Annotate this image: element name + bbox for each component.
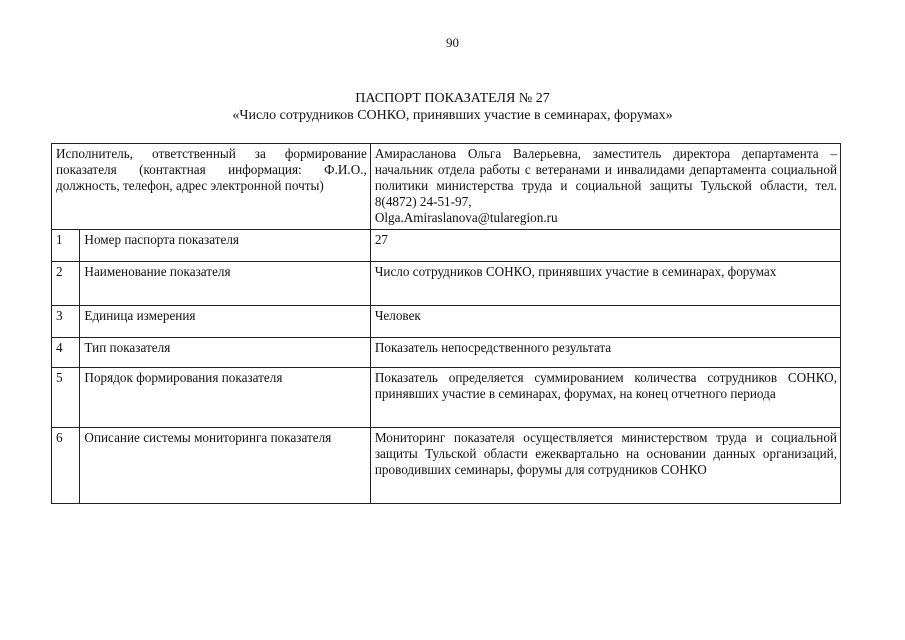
document-subtitle: «Число сотрудников СОНКО, принявших участие в семинарах, форумах» <box>232 108 673 123</box>
row-number: 5 <box>52 368 80 428</box>
row-value: Число сотрудников СОНКО, принявших участие в семинарах, форумах <box>370 262 840 306</box>
responsible-value <box>370 144 840 230</box>
page-number: 90 <box>446 35 459 50</box>
row-name: Порядок формирования показателя <box>80 368 370 428</box>
row-value: Показатель непосредственного результата <box>370 338 840 368</box>
row-name: Единица измерения <box>80 306 370 338</box>
row-value: Мониторинг показателя осуществляется министерством труда и социальной защиты Тульской области ежеквартально на основании данных организаций, проводивших семинары, форумы для сотрудников СОНКО <box>370 428 840 504</box>
table-row <box>52 368 841 428</box>
table-row <box>52 338 841 368</box>
table-row <box>52 428 841 504</box>
row-name: Описание системы мониторинга показателя <box>80 428 370 504</box>
row-number: 2 <box>52 262 80 306</box>
responsible-contact: Амирасланова Ольга Валерьевна, заместитель директора департамента – начальник отдела работы с ветеранами и инвалидами департамента социальной политики министерства труда и социальной защиты Тульской области, тел. 8(4872) 24-51-97, <box>374 146 837 209</box>
table-row <box>52 306 841 338</box>
row-value: 27 <box>370 230 840 262</box>
table-row <box>52 230 841 262</box>
row-name: Наименование показателя <box>80 262 370 306</box>
table-row <box>52 262 841 306</box>
row-value: Показатель определяется суммированием количества сотрудников СОНКО, принявших участие в семинарах, форумах, на конец отчетного периода <box>370 368 840 428</box>
responsible-label: Исполнитель, ответственный за формирование показателя (контактная информация: Ф.И.О., должность, телефон, адрес электронной почты) <box>52 144 371 230</box>
indicator-passport-table <box>51 143 841 504</box>
document-title-block <box>0 90 905 124</box>
responsible-email: Olga.Amiraslanova@tularegion.ru <box>374 210 558 225</box>
row-number: 3 <box>52 306 80 338</box>
table-row-responsible <box>52 144 841 230</box>
document-title: ПАСПОРТ ПОКАЗАТЕЛЯ № 27 <box>355 91 550 106</box>
row-name: Тип показателя <box>80 338 370 368</box>
row-number: 1 <box>52 230 80 262</box>
row-value: Человек <box>370 306 840 338</box>
row-number: 4 <box>52 338 80 368</box>
row-name: Номер паспорта показателя <box>80 230 370 262</box>
row-number: 6 <box>52 428 80 504</box>
